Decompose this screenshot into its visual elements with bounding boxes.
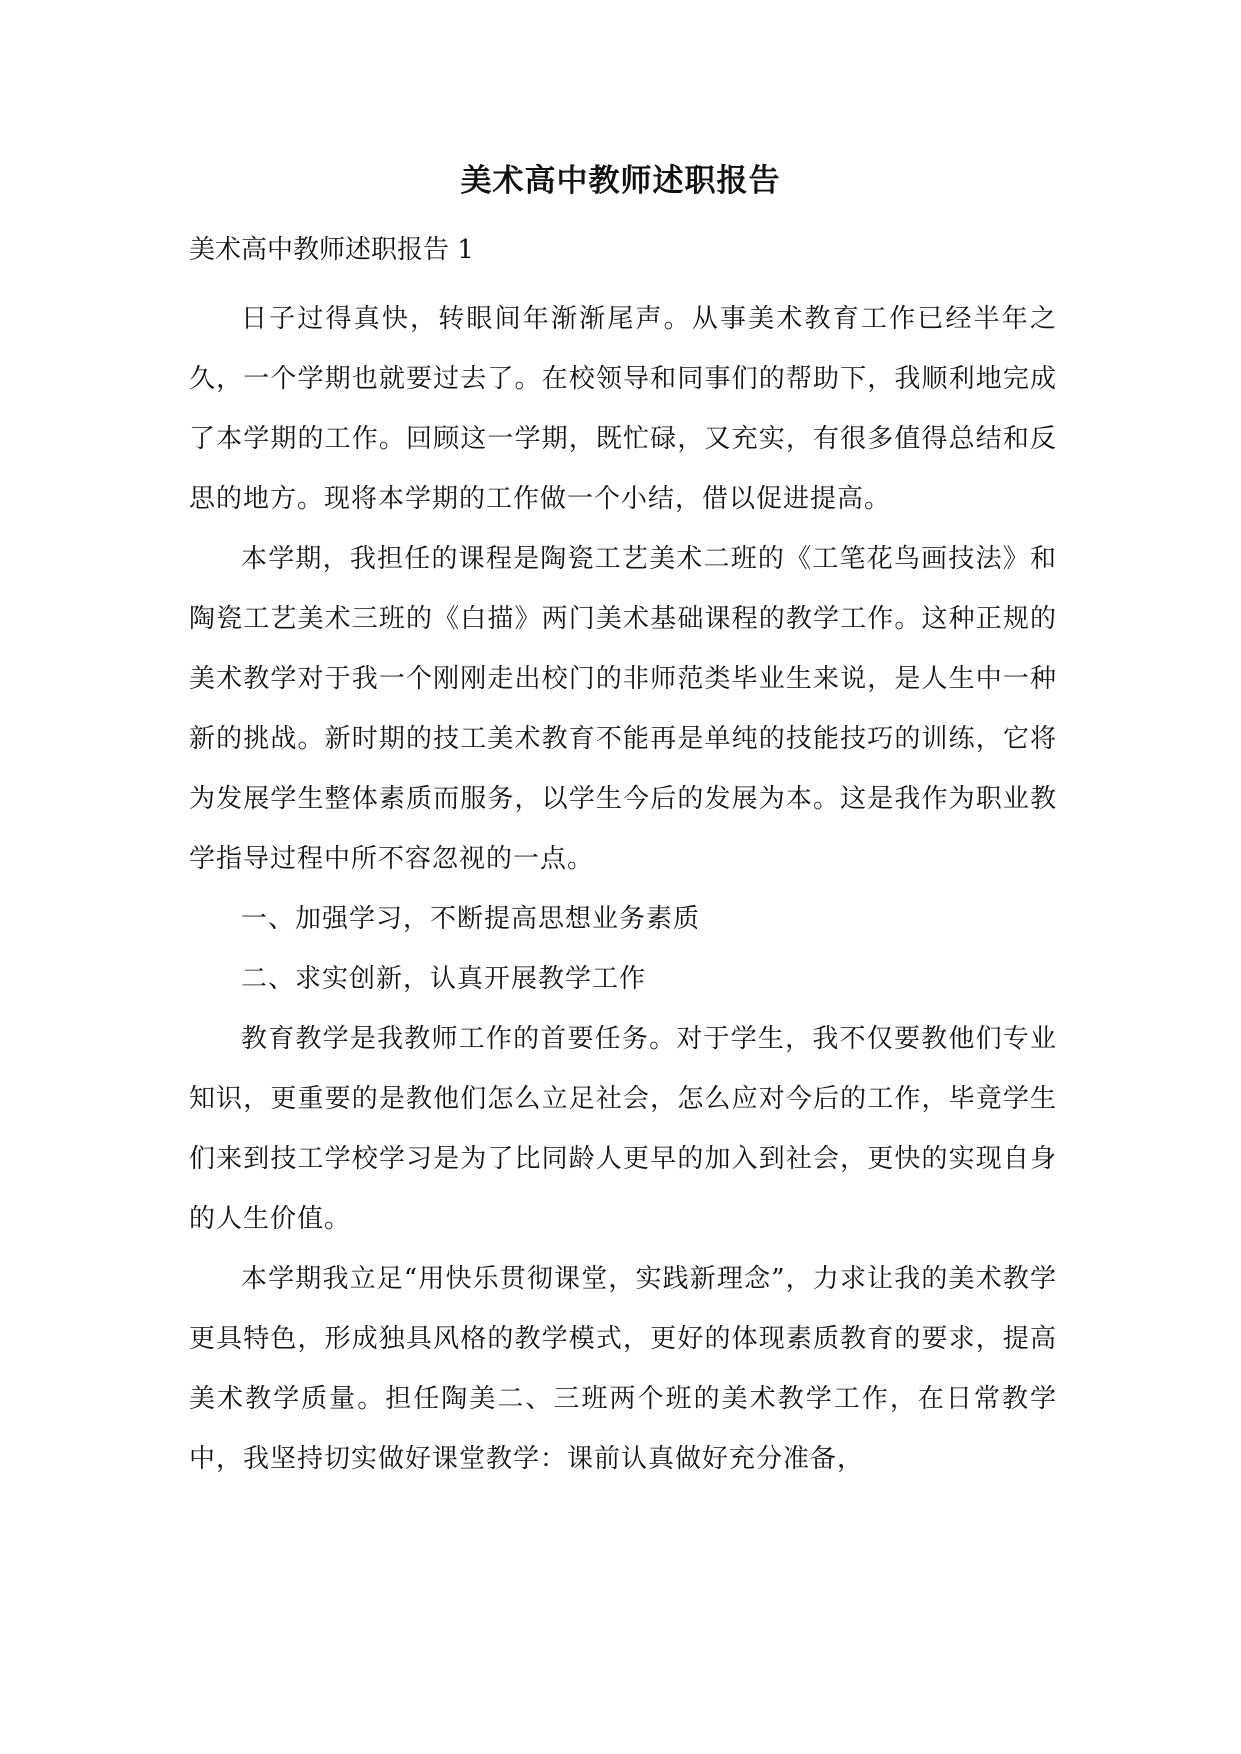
section-heading: 美术高中教师述职报告 1 bbox=[189, 235, 474, 265]
document-body bbox=[189, 289, 1057, 1489]
heading-1: 一、加强学习，不断提高思想业务素质 bbox=[241, 904, 701, 934]
paragraph-3: 教育教学是我教师工作的首要任务。对于学生，我不仅要教他们专业知识，更重要的是教他们怎么立足社会，怎么应对今后的工作，毕竟学生们来到技工学校学习是为了比同龄人更早的加入到社会，更快的实现自身的人生价值。 bbox=[189, 1024, 1057, 1234]
paragraph-1: 日子过得真快，转眼间年渐渐尾声。从事美术教育工作已经半年之久，一个学期也就要过去了。在校领导和同事们的帮助下，我顺利地完成了本学期的工作。回顾这一学期，既忙碌，又充实，有很多值得总结和反思的地方。现将本学期的工作做一个小结，借以促进提高。 bbox=[189, 304, 1057, 514]
paragraph-4: 本学期我立足“用快乐贯彻课堂，实践新理念”，力求让我的美术教学更具特色，形成独具风格的教学模式，更好的体现素质教育的要求，提高美术教学质量。担任陶美二、三班两个班的美术教学工作，在日常教学中，我坚持切实做好课堂教学：课前认真做好充分准备， bbox=[189, 1264, 1057, 1474]
heading-2: 二、求实创新，认真开展教学工作 bbox=[241, 964, 647, 994]
paragraph-2: 本学期，我担任的课程是陶瓷工艺美术二班的《工笔花鸟画技法》和陶瓷工艺美术三班的《白描》两门美术基础课程的教学工作。这种正规的美术教学对于我一个刚刚走出校门的非师范类毕业生来说，是人生中一种新的挑战。新时期的技工美术教育不能再是单纯的技能技巧的训练，它将为发展学生整体素质而服务，以学生今后的发展为本。这是我作为职业教学指导过程中所不容忽视的一点。 bbox=[189, 544, 1057, 874]
document-title: 美术高中教师述职报告 bbox=[460, 163, 781, 199]
